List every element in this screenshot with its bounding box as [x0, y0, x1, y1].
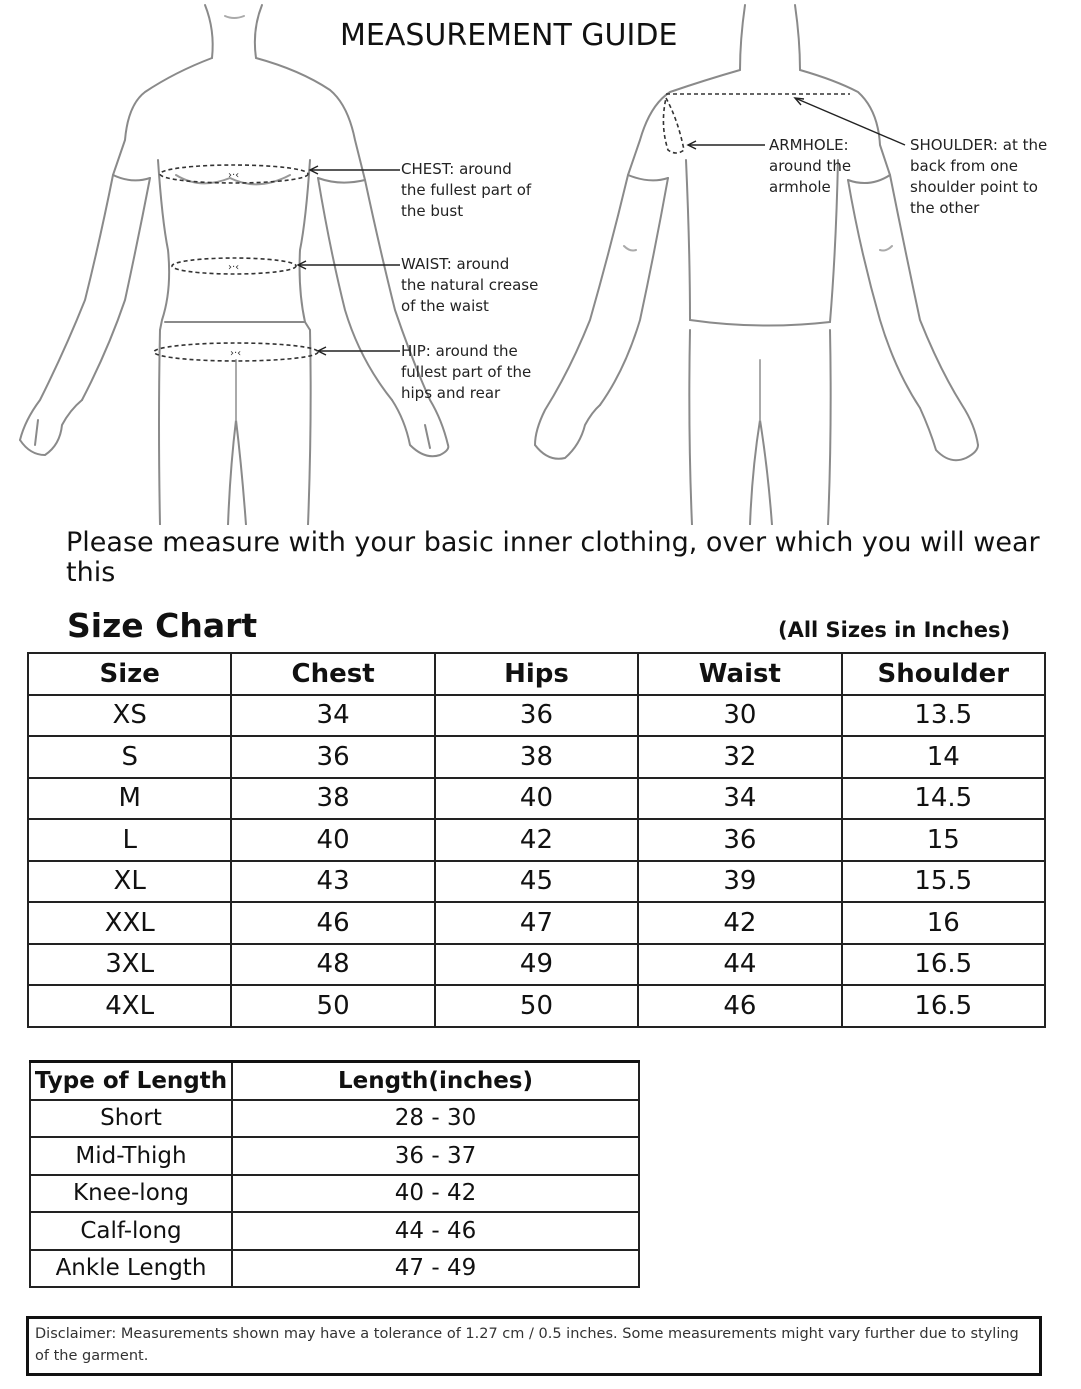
armhole-measure-loop [663, 98, 684, 153]
table-row [28, 778, 1045, 820]
column-header-length-inches: Length(inches) [232, 1062, 639, 1100]
table-cell: M [28, 778, 231, 820]
table-cell: 47 [435, 902, 638, 944]
svg-text:›·‹: ›·‹ [228, 170, 240, 181]
shoulder-callout [910, 135, 1047, 219]
measure-instruction-note: Please measure with your basic inner clothing, over which you will wear this [66, 527, 1040, 588]
table-row [28, 902, 1045, 944]
table-cell: 40 [435, 778, 638, 820]
table-cell: 40 [231, 819, 434, 861]
table-cell: 36 - 37 [232, 1137, 639, 1175]
table-cell: Ankle Length [30, 1250, 232, 1288]
table-row [28, 819, 1045, 861]
table-cell: 34 [638, 778, 841, 820]
armhole-callout-line: around the [769, 157, 852, 175]
shoulder-callout-line: SHOULDER: at the [910, 136, 1048, 154]
table-cell: 15 [842, 819, 1045, 861]
table-cell: 16.5 [842, 944, 1045, 986]
column-header-shoulder: Shoulder [842, 653, 1045, 695]
table-cell: 28 - 30 [232, 1100, 639, 1138]
back-figure [535, 5, 978, 525]
table-cell: Short [30, 1100, 232, 1138]
hip-callout [401, 341, 531, 404]
table-cell: XS [28, 695, 231, 737]
table-cell: 15.5 [842, 861, 1045, 903]
table-cell: 44 [638, 944, 841, 986]
table-cell: 42 [435, 819, 638, 861]
svg-text:›·‹: ›·‹ [230, 348, 242, 359]
table-row [30, 1212, 639, 1250]
armhole-callout-line: ARMHOLE: [769, 136, 849, 154]
table-cell: 50 [231, 985, 434, 1027]
shoulder-callout-line: shoulder point to [910, 178, 1038, 196]
shoulder-callout-line: the other [910, 199, 980, 217]
table-cell: 47 - 49 [232, 1250, 639, 1288]
table-cell: 34 [231, 695, 434, 737]
table-cell: Mid-Thigh [30, 1137, 232, 1175]
table-row [28, 736, 1045, 778]
shoulder-callout-line: back from one [910, 157, 1019, 175]
table-cell: 38 [231, 778, 434, 820]
table-cell: L [28, 819, 231, 861]
table-cell: Knee-long [30, 1175, 232, 1213]
table-row [30, 1137, 639, 1175]
table-cell: 3XL [28, 944, 231, 986]
table-header-row [30, 1062, 639, 1100]
table-row [28, 861, 1045, 903]
table-row [30, 1250, 639, 1288]
size-chart-table [27, 652, 1046, 1028]
hip-callout-line: hips and rear [401, 384, 501, 402]
chest-callout-line: CHEST: around [401, 160, 512, 178]
table-cell: 39 [638, 861, 841, 903]
table-cell: 50 [435, 985, 638, 1027]
table-cell: 48 [231, 944, 434, 986]
chest-callout-line: the bust [401, 202, 464, 220]
table-cell: 32 [638, 736, 841, 778]
column-header-waist: Waist [638, 653, 841, 695]
measurement-figure-illustration [0, 0, 1081, 525]
table-cell: 14 [842, 736, 1045, 778]
hip-callout-line: HIP: around the [401, 342, 518, 360]
table-cell: 43 [231, 861, 434, 903]
table-cell: 13.5 [842, 695, 1045, 737]
armhole-callout-line: armhole [769, 178, 831, 196]
table-cell: 46 [231, 902, 434, 944]
table-cell: 30 [638, 695, 841, 737]
table-cell: 16.5 [842, 985, 1045, 1027]
column-header-hips: Hips [435, 653, 638, 695]
waist-callout-line: of the waist [401, 297, 489, 315]
disclaimer-box: Disclaimer: Measurements shown may have a tolerance of 1.27 cm / 0.5 inches. Some measurements might vary further due to styling of the garment. [26, 1316, 1042, 1376]
table-cell: 38 [435, 736, 638, 778]
table-cell: S [28, 736, 231, 778]
table-cell: XL [28, 861, 231, 903]
waist-callout [401, 254, 538, 317]
table-cell: 16 [842, 902, 1045, 944]
column-header-type-of-length: Type of Length [30, 1062, 232, 1100]
armhole-callout [769, 135, 851, 198]
table-row [30, 1175, 639, 1213]
hip-callout-line: fullest part of the [401, 363, 532, 381]
table-cell: 49 [435, 944, 638, 986]
table-cell: 44 - 46 [232, 1212, 639, 1250]
length-chart-table [29, 1060, 640, 1288]
column-header-chest: Chest [231, 653, 434, 695]
units-note: (All Sizes in Inches) [778, 618, 1011, 642]
measurement-guide-title: MEASUREMENT GUIDE [340, 18, 678, 53]
svg-text:›·‹: ›·‹ [228, 262, 240, 273]
chest-callout-line: the fullest part of [401, 181, 532, 199]
waist-callout-line: the natural crease [401, 276, 539, 294]
table-cell: 45 [435, 861, 638, 903]
table-row [28, 695, 1045, 737]
table-row [30, 1100, 639, 1138]
table-header-row [28, 653, 1045, 695]
table-cell: 14.5 [842, 778, 1045, 820]
size-chart-title: Size Chart [67, 606, 258, 645]
chest-callout [401, 159, 531, 222]
table-cell: 40 - 42 [232, 1175, 639, 1213]
table-row [28, 944, 1045, 986]
table-cell: 46 [638, 985, 841, 1027]
waist-callout-line: WAIST: around [401, 255, 510, 273]
table-cell: 4XL [28, 985, 231, 1027]
table-cell: Calf-long [30, 1212, 232, 1250]
table-cell: 36 [638, 819, 841, 861]
table-row [28, 985, 1045, 1027]
table-cell: XXL [28, 902, 231, 944]
table-cell: 42 [638, 902, 841, 944]
column-header-size: Size [28, 653, 231, 695]
table-cell: 36 [435, 695, 638, 737]
table-cell: 36 [231, 736, 434, 778]
